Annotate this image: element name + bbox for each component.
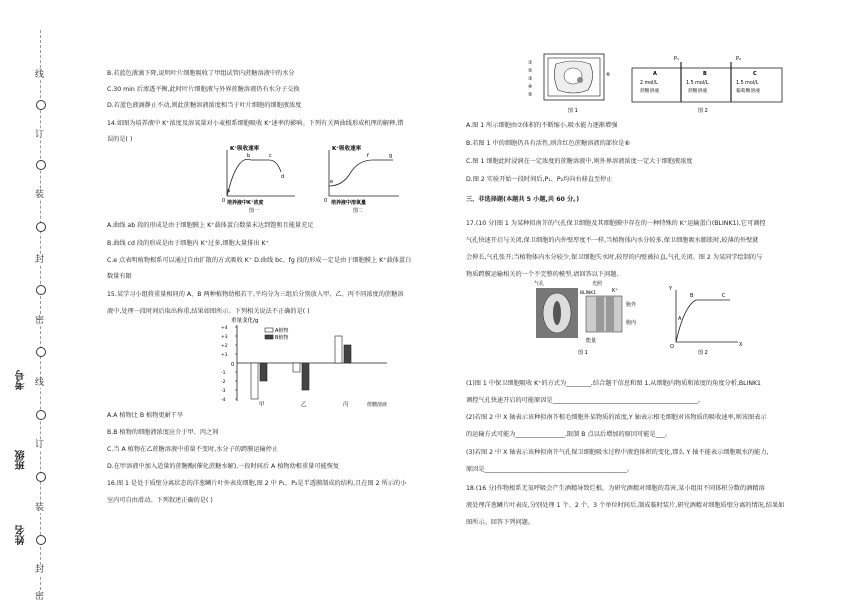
- fig2-point-e: e: [330, 179, 334, 185]
- q14-option-b: B.曲线 cd 段的形成是由于细胞内 K⁺过多,细胞大量排出 K⁺: [107, 240, 269, 247]
- fig1-origin: 0: [222, 198, 226, 204]
- q17-stem-4: 物质跨膜运输相关的一个不完整的模型,请回答以下问题。: [466, 271, 623, 278]
- y-tick-label: -1: [221, 371, 226, 376]
- chamber-c-solute: 葡萄糖溶液: [736, 89, 760, 94]
- q17-stem-2: 气孔快速开启与关闭,保卫细胞的内外壁厚度不一样,当植物体内水分较多,保卫细胞吸水膨胀时,较薄的外壁就: [466, 237, 759, 244]
- chamber-a-solute: 蔗糖溶液: [640, 89, 660, 94]
- q16-option-a: A.图 1 所示细胞由⑦体积的不断缩小,吸水能力逐渐增强: [466, 122, 618, 129]
- binding-char: 订: [35, 440, 45, 450]
- fig2-point-f: f: [367, 153, 369, 159]
- q16-stem: 16.图 1 是处于质壁分离状态的洋葱鳞片叶外表皮细胞,图 2 中 P₁、P₂是半透膜制成的结构,且在图 2 所示的小: [107, 480, 407, 487]
- chart-legend: [265, 327, 288, 341]
- q14-option-c: C.e 点表明植物根系可以通过自由扩散的方式吸收 K⁺ D.曲线 bc、fg 段的形成一定是由于细胞膜上 K⁺载体蛋白: [107, 257, 412, 264]
- membrane-p1: P₁: [674, 56, 680, 62]
- q17-part2: (2)若图 2 中 X 轴表示该种拟南芥根毛细胞外某物质的浓度,Y 轴表示根毛细胞对该物质的吸收速率,则该图表示: [466, 414, 767, 421]
- chamber-a: A: [653, 71, 657, 77]
- fig2-origin: 0: [324, 198, 328, 204]
- q15-option-a: A.A 植物比 B 植物更耐干旱: [107, 412, 184, 419]
- binding-hole: [36, 535, 46, 545]
- q15-bar-chart: [217, 315, 407, 407]
- y-tick-label: +2: [221, 344, 228, 349]
- q15-option-d: D.在甲溶液中加入适量的蔗糖酶(催化蔗糖水解),一段时间后 A 植物幼根重量可能恢复: [107, 463, 340, 470]
- q17-stem-1: 17.(10 分)图 1 为某种拟南芥的气孔保卫细胞及其细胞膜中存在的一种特殊的 K⁺运输蛋白(BLINK1),它可调控: [466, 220, 766, 227]
- fig-one: [222, 144, 295, 214]
- class-label: 班级: [16, 450, 27, 470]
- fig2-xlabel: 培养液中溶氧量: [331, 200, 367, 206]
- transport-curve-figure: [668, 286, 743, 356]
- chamber-b: B: [703, 71, 707, 77]
- q14-stem: 14.如图为培养液中 K⁺浓度及溶氧量对小麦根系细胞吸收 K⁺速率的影响。下列有关两曲线形成机理的解释,错: [107, 120, 404, 127]
- chamber-c-conc: 1.5 mol/L: [736, 81, 759, 86]
- fig1-point-b: b: [247, 153, 251, 159]
- q16-stem-cont: 室内可自由滑动。下列叙述正确的是( ): [107, 497, 213, 504]
- y-tick-label: -4: [221, 398, 226, 403]
- binding-char: 订: [35, 130, 45, 140]
- q18-stem-3: 图所示。回答下列问题。: [466, 519, 535, 526]
- cell-label-5: ⑤: [528, 92, 533, 98]
- q14-stem-cont: 误的是( ): [107, 136, 133, 143]
- q17-part2-cont: 的运输方式可能为________________,限制 B 点以后增加的原因可能是___。: [466, 431, 672, 438]
- chamber-b-conc: 1.5 mol/L: [686, 81, 709, 86]
- cell-label-4: ④: [528, 84, 533, 90]
- q15-option-b: B.B 植物的细胞液浓度应介于甲、丙之间: [107, 429, 219, 436]
- bar-a-3: [335, 336, 342, 363]
- label-stoma: 气孔: [534, 281, 545, 287]
- label-blink1: BLINK1: [580, 291, 597, 296]
- q14-option-a: A.曲线 ab 段的形成是由于细胞膜上 K⁺载体蛋白数量未达到饱和且能量充足: [107, 222, 314, 229]
- label-outside: 胞外: [626, 302, 637, 308]
- cell-label-3: ③: [528, 76, 533, 82]
- binding-char: 装: [35, 190, 45, 200]
- fig2-caption: 图二: [353, 208, 364, 214]
- q17-part1: (1)图 1 中保卫细胞吸收 K⁺的方式为________,结合题干信息和图 1,从细胞内物质和浓度的角度分析,BLINK1: [466, 380, 761, 387]
- binding-char: 密: [35, 316, 45, 326]
- label-light: 光照: [592, 281, 603, 287]
- bar-b-3: [344, 345, 351, 363]
- binding-hole: [36, 347, 46, 357]
- q17-part1-cont: 调控气孔快速开启的可能原因是_______________________________________________。: [466, 397, 705, 404]
- binding-margin: [0, 0, 62, 608]
- fig-two: [324, 144, 399, 214]
- binding-char: 线: [35, 378, 45, 388]
- q16-chamber-figure: [626, 50, 786, 116]
- fig2-caption-right: 图 2: [698, 108, 708, 114]
- legend-a: A植物: [275, 328, 289, 334]
- q17-part3-cont: 原因是______________________________________________。: [466, 466, 634, 473]
- q17-fig1-caption: 图 1: [578, 350, 588, 356]
- chart-ylabel: 重量变化/g: [231, 318, 259, 324]
- cat-label-1: 甲: [259, 402, 265, 407]
- bar-a-1: [251, 363, 258, 399]
- fig1-point-d: d: [281, 174, 285, 180]
- q17-stem-3: 会伸长,气孔张开;当植物体内水分较少,保卫细胞失水时,较厚的内壁被拉直,气孔关闭。图 2 为某同学绘制的与: [466, 254, 763, 261]
- binding-char: 密: [35, 592, 45, 602]
- section-three-heading: 三、非选择题(本题共 5 小题,共 60 分。): [466, 196, 580, 203]
- fig1-xlabel: 培养液中K⁺浓度: [227, 200, 264, 206]
- axis-x: X: [739, 342, 743, 348]
- y-tick-label: -2: [221, 380, 226, 385]
- legend-b: B植物: [275, 335, 289, 341]
- binding-hole: [36, 222, 46, 232]
- chart-xlabel: 蔗糖溶液: [367, 402, 388, 407]
- fig2-point-g: g: [389, 153, 393, 159]
- bar-b-1: [260, 363, 267, 381]
- binding-hole: [36, 160, 46, 170]
- q17-figures: [526, 276, 776, 358]
- fig1-point-c: c: [269, 153, 272, 159]
- q16-cell-figure: [526, 50, 616, 116]
- chamber-a-conc: 2 mol/L: [640, 81, 658, 86]
- binding-hole: [36, 285, 46, 295]
- fig2-ylabel: K⁺吸收速率: [332, 146, 362, 152]
- fig1-caption-right: 图 1: [568, 108, 578, 114]
- y-tick-label: -3: [221, 389, 226, 394]
- q15-stem: 15.某学习小组将重量相同的 A、B 两种植物幼根若干,平均分为三组后分别放入甲、乙、丙不同浓度的蔗糖溶: [107, 291, 404, 298]
- bar-b-2: [302, 363, 309, 390]
- point-a: A: [678, 316, 682, 322]
- binding-dashed-line: [40, 30, 41, 600]
- binding-char: 线: [35, 70, 45, 80]
- cell-label-6: ⑥: [606, 72, 611, 78]
- fig1-point-a: a: [227, 188, 231, 194]
- label-k: K⁺: [612, 288, 618, 294]
- fig1-ylabel: K⁺吸收速率: [230, 146, 260, 152]
- membrane-p2: P₂: [736, 56, 742, 62]
- cell-label-1: ①: [528, 60, 533, 66]
- label-inside: 胞内: [626, 320, 637, 326]
- point-b: B: [690, 293, 694, 299]
- q17-part3: (3)若图 2 中 X 轴表示该种拟南芥气孔保卫细胞吸水过程中液泡体积的变化,那么 Y 轴不能表示细胞吸水的能力,: [466, 449, 769, 456]
- exam-number-label: 考号: [16, 370, 27, 390]
- chamber-c: C: [753, 71, 757, 77]
- q16-option-d: D.图 2 实验开始一段时间后,P₁、P₂均向右移直至停止: [466, 176, 613, 183]
- y-tick-label: +4: [221, 326, 228, 331]
- cell-label-2: ②: [528, 68, 533, 74]
- q15-stem-cont: 液中,处理一段时间后取出称重,结果如图所示。下列相关说法不正确的是( ): [107, 308, 310, 315]
- fig1-caption: 图一: [249, 208, 260, 214]
- binding-char: 封: [35, 255, 45, 265]
- guard-cell-figure: [534, 280, 637, 356]
- q17-fig2-caption: 图 2: [698, 350, 708, 356]
- q14-figures: [217, 142, 417, 214]
- binding-char: 装: [35, 503, 45, 513]
- q13-option-d: D.若蓝色液滴静止不动,则此蔗糖溶液浓度相当于叶片细胞的细胞液浓度: [107, 102, 302, 109]
- chart-origin: 0: [231, 362, 235, 368]
- axis-y: Y: [669, 286, 673, 292]
- q16-option-c: C.图 1 细胞此时浸润在一定浓度的蔗糖溶液中,则外界溶液浓度一定大于细胞液浓度: [466, 158, 693, 165]
- q13-option-b: B.若蓝色液滴下降,说明叶片细胞吸收了甲组试管内蔗糖溶液中的水分: [107, 70, 295, 77]
- binding-char: 封: [35, 565, 45, 575]
- point-c: C: [722, 293, 726, 299]
- cat-label-3: 丙: [343, 402, 349, 407]
- cat-label-2: 乙: [301, 402, 307, 407]
- q16-option-b: B.若图 1 中的细胞仍具有活性,则含红色蔗糖溶液的部位是⑥: [466, 140, 630, 147]
- chamber-b-solute: 蔗糖溶液: [688, 89, 708, 94]
- q18-stem-2: 液处理洋葱鳞片叶表皮,分别处理 1 个、2 个、3 个单位时间后,制成临时装片,研究酒精对细胞质壁分离的情况,结果如: [466, 502, 785, 509]
- axis-origin: O: [670, 344, 674, 350]
- binding-hole: [36, 472, 46, 482]
- y-tick-label: +1: [221, 353, 228, 358]
- bar-a-2: [293, 363, 300, 372]
- y-tick-label: +3: [221, 335, 228, 340]
- q13-option-c: C.30 min 后渗透平衡,此时叶片细胞液与外界蔗糖溶液仍有水分子交换: [107, 86, 300, 93]
- q15-option-c: C.当 A 植物在乙蔗糖溶液中重量不变时,水分子的跨膜运输停止: [107, 446, 279, 453]
- binding-hole: [36, 100, 46, 110]
- name-label: 姓名: [16, 525, 27, 545]
- binding-hole: [36, 410, 46, 420]
- q18-stem-1: 18.(16 分)作物根系无氧呼吸会产生酒精导致烂根。为研究酒精对细胞的毒害,某小组用不同体积分数的酒精溶: [466, 485, 765, 492]
- q14-option-c-cont: 数量有限: [107, 273, 132, 280]
- label-energy: 能量: [586, 338, 597, 344]
